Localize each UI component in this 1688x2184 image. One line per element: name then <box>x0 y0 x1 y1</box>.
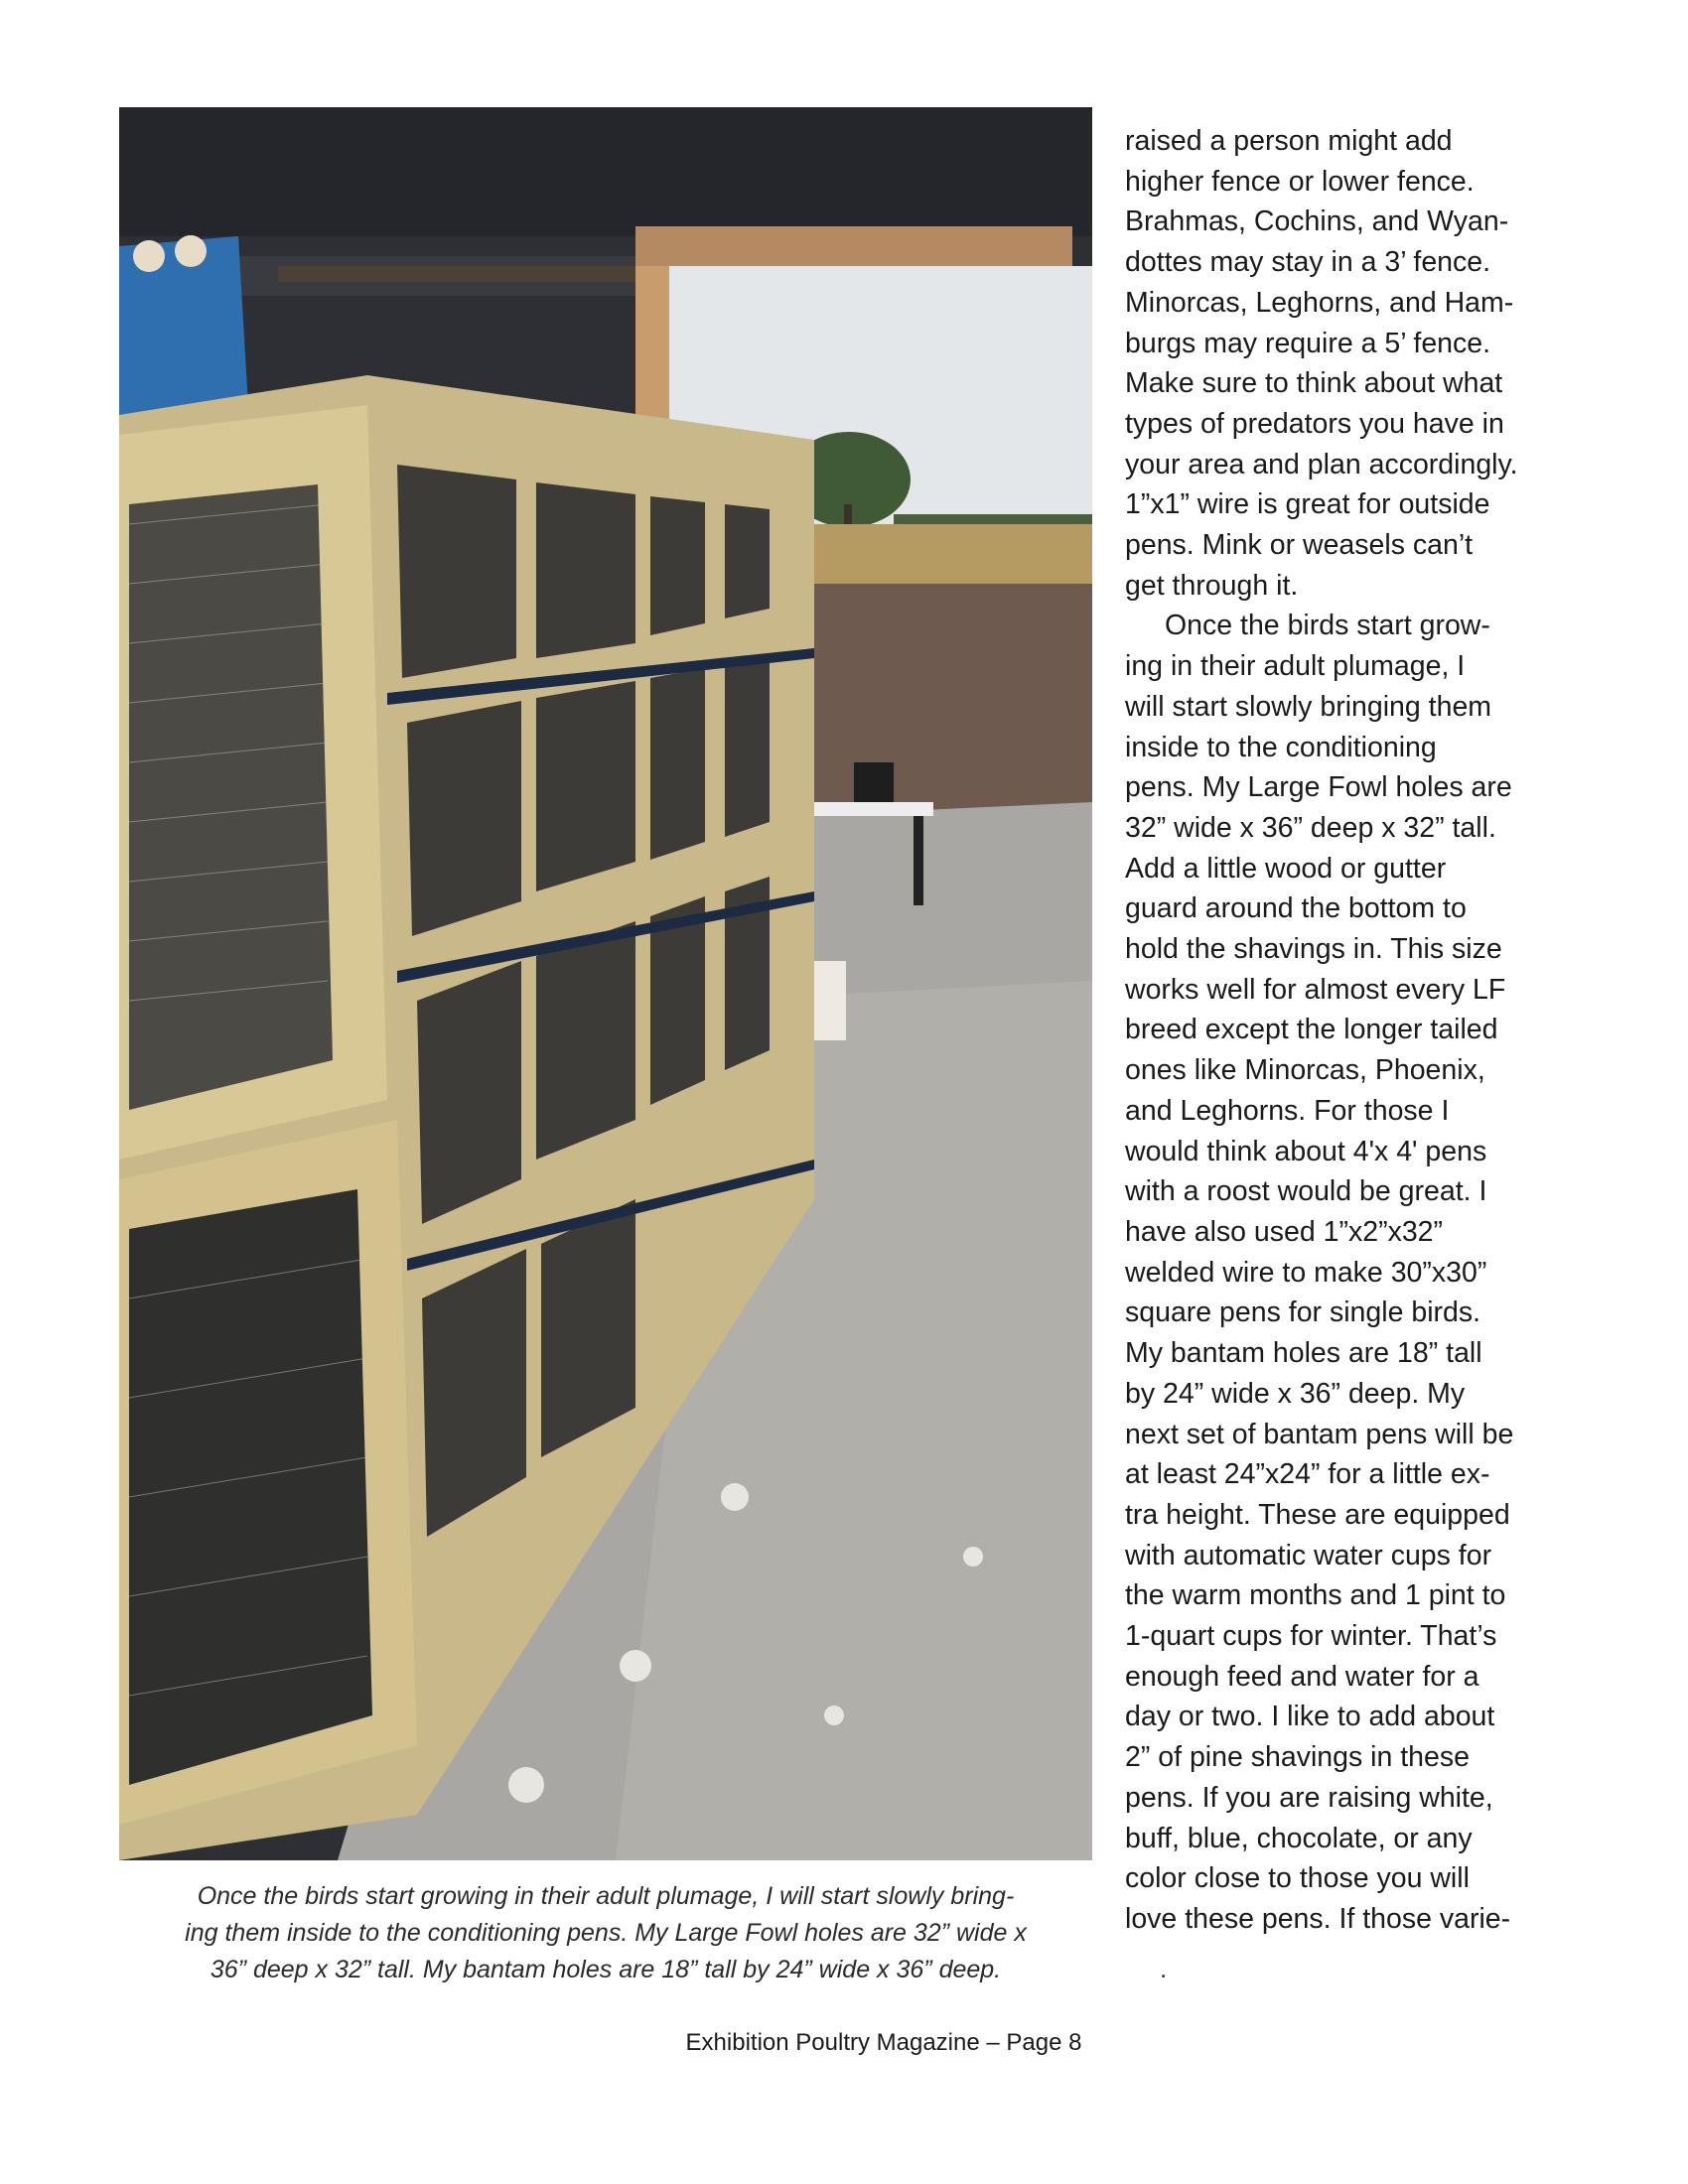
article-line: ing in their adult plumage, I <box>1125 650 1466 683</box>
page-footer <box>0 2029 1688 2057</box>
article-line: 1-quart cups for winter. That’s <box>1125 1620 1497 1653</box>
article-line: breed except the longer tailed <box>1125 1014 1498 1046</box>
article-line: Make sure to think about what <box>1125 367 1503 400</box>
article-line: hold the shavings in. This size <box>1125 933 1502 966</box>
article-line: Brahmas, Cochins, and Wyan- <box>1125 205 1509 238</box>
article-line: types of predators you have in <box>1125 407 1504 440</box>
stray-mark: . <box>1160 1954 1168 1983</box>
article-line: tra height. These are equipped <box>1125 1498 1510 1531</box>
caption-line: 36” deep x 32” tall. My bantam holes are 18” tall by 24” wide x 36” deep. <box>210 1956 1002 1983</box>
article-line: My bantam holes are 18” tall <box>1125 1337 1482 1370</box>
article-line: guard around the bottom to <box>1125 892 1467 925</box>
article-line: raised a person might add <box>1125 125 1453 157</box>
article-line: 32” wide x 36” deep x 32” tall. <box>1125 811 1496 844</box>
article-line: with a roost would be great. I <box>1125 1175 1487 1208</box>
article-line: dottes may stay in a 3’ fence. <box>1125 246 1491 279</box>
article-line: welded wire to make 30”x30” <box>1125 1256 1487 1289</box>
article-line: and Leghorns. For those I <box>1125 1094 1450 1127</box>
article-line: color close to those you will <box>1125 1862 1470 1895</box>
article-line: next set of bantam pens will be <box>1125 1418 1514 1450</box>
article-line: Add a little wood or gutter <box>1125 852 1447 885</box>
article-line: inside to the conditioning <box>1125 731 1437 763</box>
conditioning-pens-photo <box>119 107 1092 1860</box>
article-line: by 24” wide x 36” deep. My <box>1125 1377 1466 1410</box>
article-line: love these pens. If those varie- <box>1125 1902 1511 1935</box>
photo-caption <box>119 1878 1092 1988</box>
article-line: pens. If you are raising white, <box>1125 1781 1493 1814</box>
article-column <box>1125 121 1562 1940</box>
article-line: the warm months and 1 pint to <box>1125 1579 1506 1612</box>
footer-text: Exhibition Poultry Magazine – Page 8 <box>685 2029 1082 2056</box>
article-line: pens. My Large Fowl holes are <box>1125 771 1512 804</box>
article-line: will start slowly bringing them <box>1125 690 1492 723</box>
article-line: enough feed and water for a <box>1125 1660 1479 1693</box>
article-line: your area and plan accordingly. <box>1125 448 1518 480</box>
article-line: 2” of pine shavings in these <box>1125 1741 1470 1774</box>
barn-pens-illustration <box>119 107 1092 1860</box>
article-line: ones like Minorcas, Phoenix, <box>1125 1054 1485 1087</box>
article-paragraph-start: Once the birds start grow- <box>1165 610 1490 642</box>
article-line: pens. Mink or weasels can’t <box>1125 529 1474 562</box>
article-line: have also used 1”x2”x32” <box>1125 1215 1444 1248</box>
caption-line: Once the birds start growing in their adult plumage, I will start slowly bring- <box>197 1882 1015 1910</box>
caption-line: ing them inside to the conditioning pens. My Large Fowl holes are 32” wide x <box>185 1919 1027 1947</box>
article-line: higher fence or lower fence. <box>1125 165 1475 198</box>
article-line: day or two. I like to add about <box>1125 1701 1495 1733</box>
article-line: buff, blue, chocolate, or any <box>1125 1822 1473 1854</box>
article-line: square pens for single birds. <box>1125 1297 1481 1329</box>
article-line: 1”x1” wire is great for outside <box>1125 488 1490 521</box>
article-line: would think about 4'x 4' pens <box>1125 1135 1487 1167</box>
article-line: at least 24”x24” for a little ex- <box>1125 1458 1490 1491</box>
article-line: with automatic water cups for <box>1125 1539 1492 1571</box>
article-line: works well for almost every LF <box>1125 973 1506 1006</box>
article-line: burgs may require a 5’ fence. <box>1125 327 1491 359</box>
article-line: get through it. <box>1125 569 1299 602</box>
article-line: Minorcas, Leghorns, and Ham- <box>1125 286 1514 319</box>
